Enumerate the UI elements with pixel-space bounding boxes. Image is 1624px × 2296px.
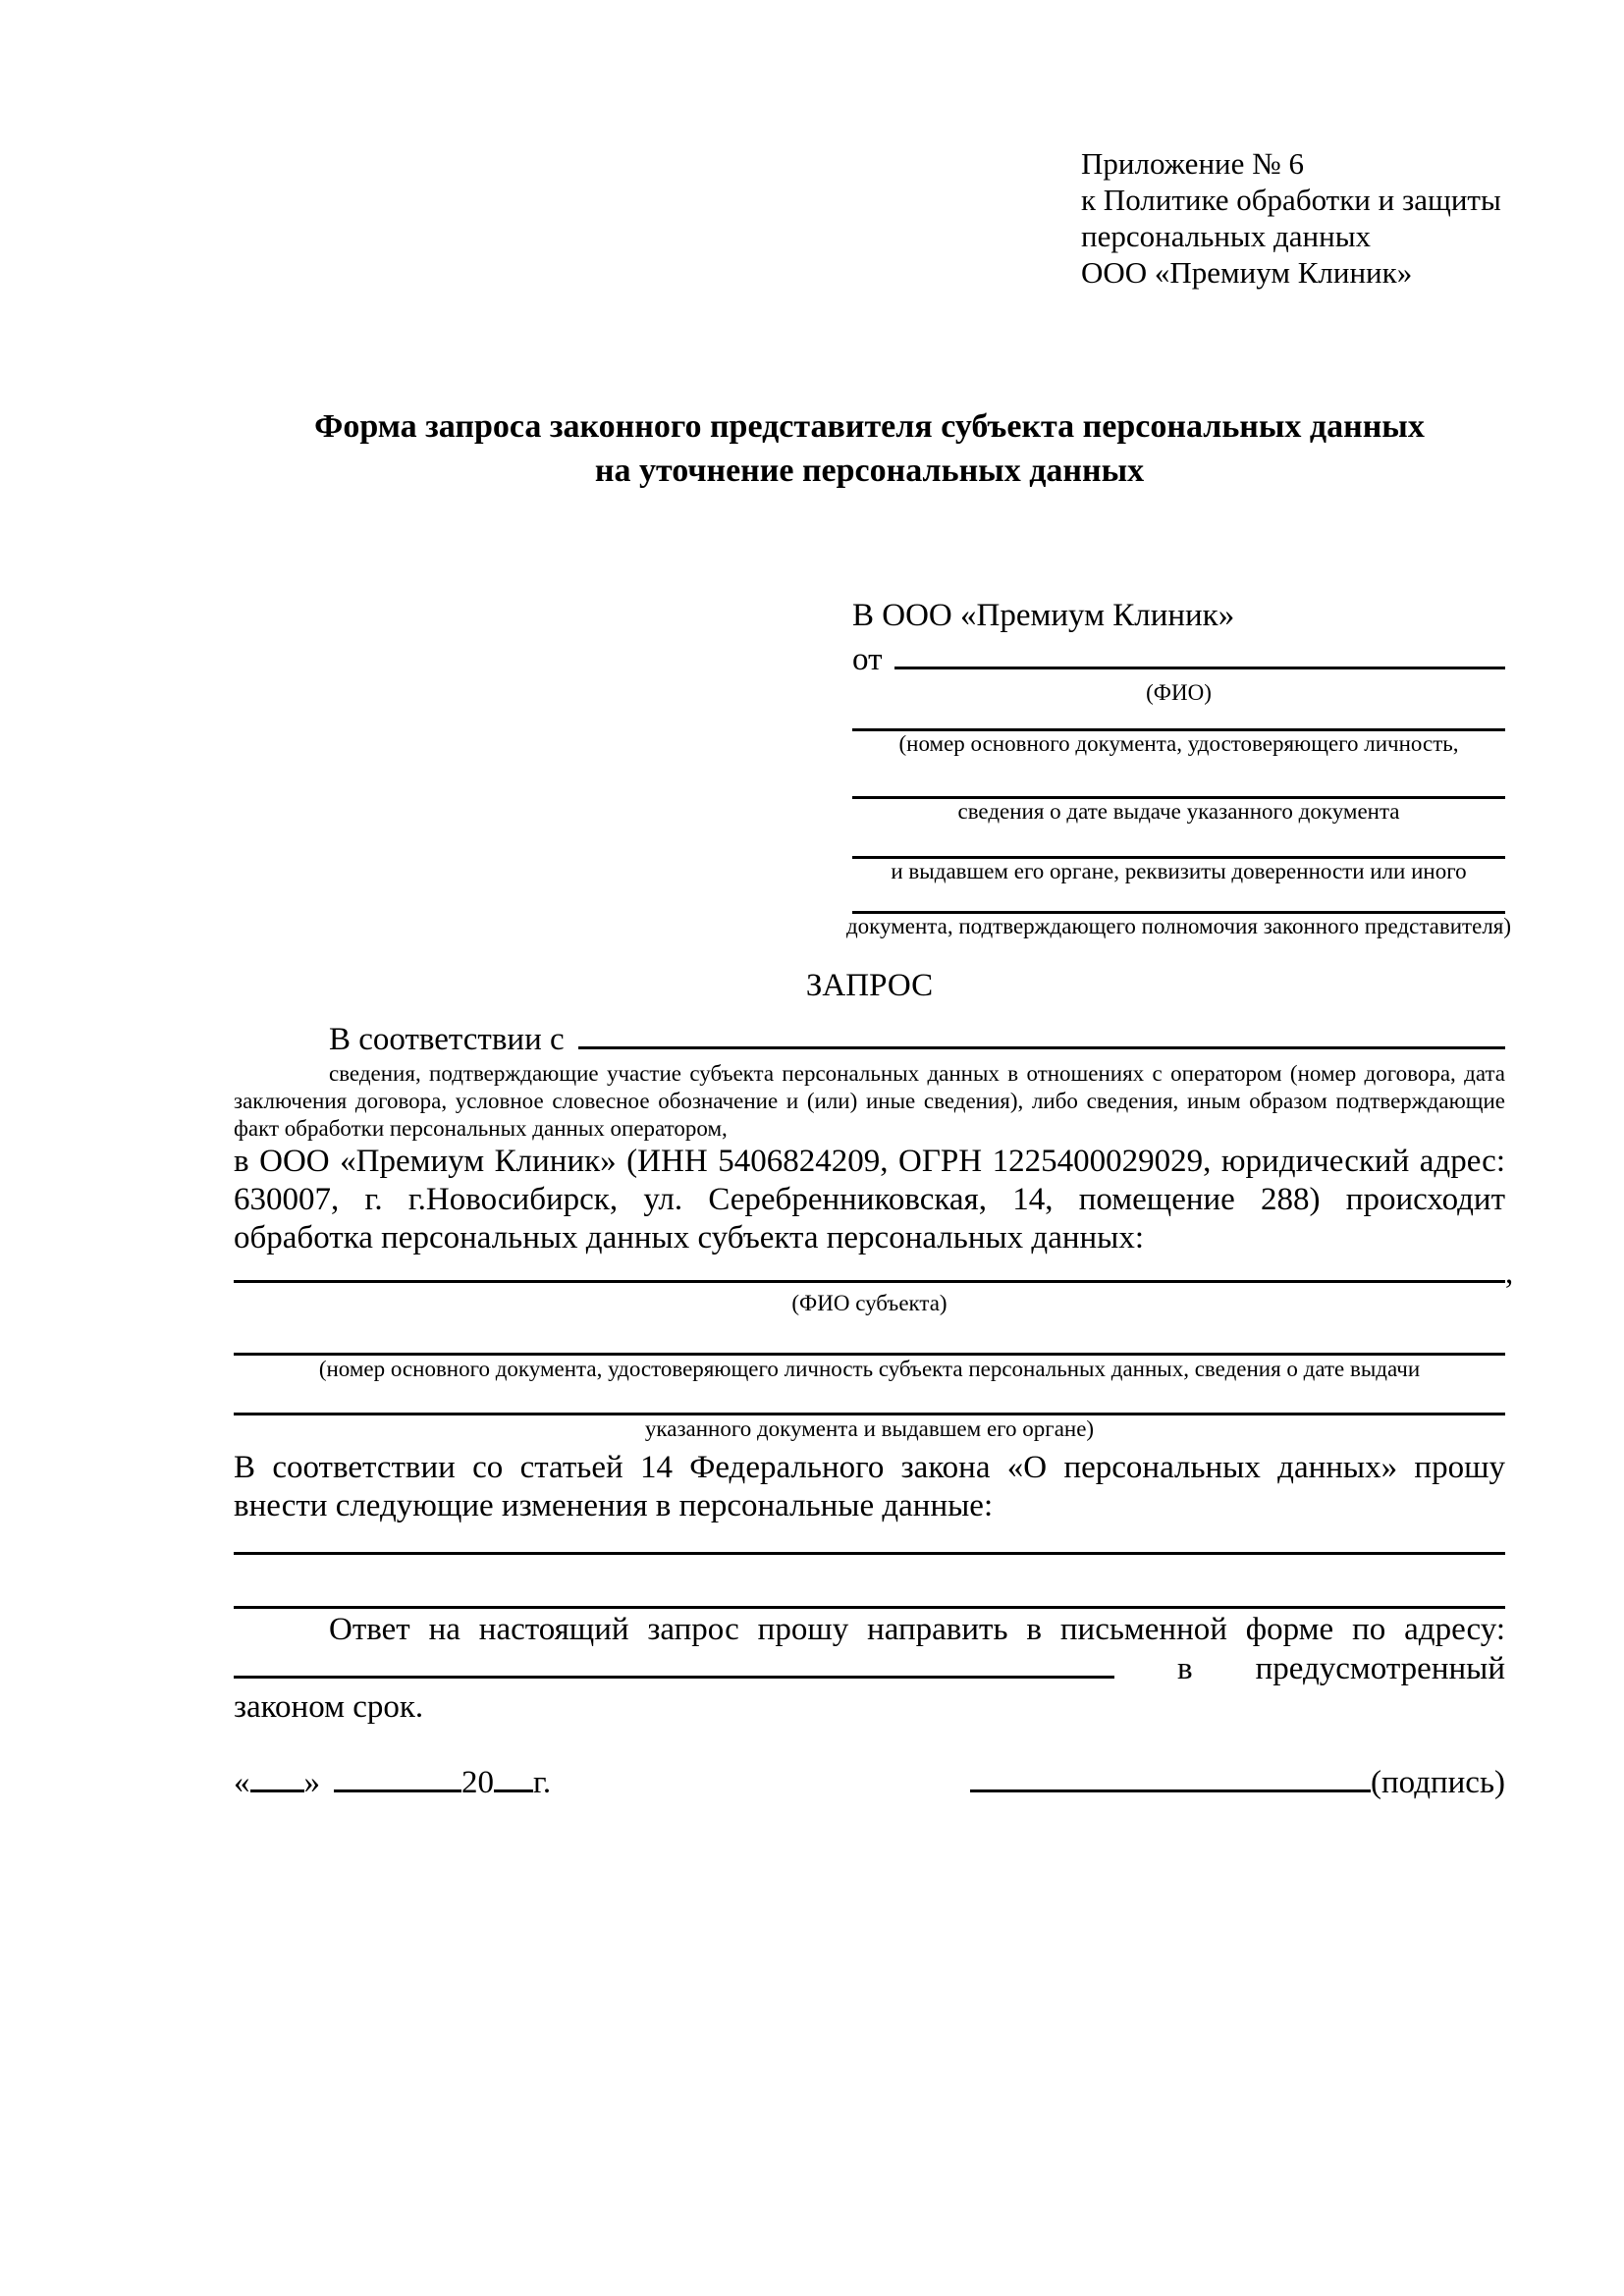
address-blank-line: [234, 1649, 1114, 1679]
appendix-line: ООО «Премиум Клиник»: [1081, 255, 1413, 290]
appendix-line: Приложение № 6: [1081, 146, 1304, 181]
answer-line1: Ответ на настоящий запрос прошу направить в письменной форме по адресу:: [329, 1612, 1505, 1647]
blank-line: [234, 1525, 1505, 1555]
blank-line: [852, 757, 1505, 799]
appendix-line: к Политике обработки и защиты: [1081, 183, 1501, 217]
answer-address-row: [234, 1649, 1505, 1688]
year-suffix: г.: [533, 1765, 552, 1800]
footer-row: [234, 1762, 1505, 1803]
blank-line: [234, 1555, 1505, 1609]
quote-close: »: [303, 1765, 320, 1800]
caption-row: [845, 914, 1512, 939]
operator-paragraph: в ООО «Премиум Клиник» (ИНН 5406824209, ОГРН 1225400029029, юридический адрес: 630007, г. г.Новосибирск, ул. Серебренниковская, 14, помещение 288) происходит обработка персональных данных субъекта персональных данных:: [234, 1144, 1505, 1255]
subject-doc-caption-row: [234, 1356, 1505, 1383]
blank-line: [852, 884, 1505, 914]
subject-fio-row: ,: [234, 1257, 1505, 1290]
signature-group: [970, 1762, 1505, 1803]
blank-line: [234, 1383, 1505, 1415]
blank-caption: сведения о дате выдаче указанного документа: [957, 799, 1400, 824]
day-blank-line: [250, 1763, 304, 1792]
intro-prefix: В соответствии с: [329, 1022, 565, 1057]
answer-word: предусмотренный: [1255, 1651, 1505, 1686]
appendix-line: персональных данных: [1081, 219, 1372, 253]
from-label: от: [852, 642, 883, 677]
quote-open: «: [234, 1765, 250, 1800]
blank-caption: и выдавшем его органе, реквизиты доверенности или иного: [891, 859, 1467, 883]
fio-caption-row: [852, 680, 1505, 706]
answer-line3: законом срок.: [234, 1689, 424, 1725]
subject-doc-caption-row: [234, 1415, 1505, 1443]
intro-caption: сведения, подтверждающие участие субъекта персональных данных в отношениях с оператором (номер договора, дата заключения договора, условное словесное обозначение и (или) иные сведения), либо сведения, иным образом подтверждающие факт обработки персональных данных оператором,: [234, 1061, 1505, 1141]
title-line: на уточнение персональных данных: [594, 453, 1145, 489]
request-heading: ЗАПРОС: [805, 968, 934, 1003]
intro-row: [234, 1016, 1505, 1060]
subject-fio-blank-line: [234, 1257, 1505, 1283]
caption-row: [852, 799, 1505, 825]
date-group: [234, 1762, 551, 1803]
fio-caption: (ФИО): [1146, 680, 1212, 705]
addressee-to: В ООО «Премиум Клиник»: [852, 598, 1235, 633]
year-blank-line: [494, 1763, 533, 1792]
signature-caption: (подпись): [1371, 1765, 1505, 1800]
blank-line: [852, 825, 1505, 859]
blank-line: [852, 706, 1505, 731]
title-line: Форма запроса законного представителя субъекта персональных данных: [314, 408, 1425, 445]
addressee-from-row: [852, 636, 1505, 680]
blank-line: [234, 1317, 1505, 1356]
document-title: [234, 404, 1505, 493]
blank-caption: (номер основного документа, удостоверяющего личность,: [898, 731, 1459, 756]
signature-blank-line: [970, 1763, 1371, 1792]
law-paragraph: В соответствии со статьей 14 Федерального закона «О персональных данных» прошу внести следующие изменения в персональные данные:: [234, 1450, 1505, 1523]
caption-row: [852, 731, 1505, 757]
intro-blank-line: [578, 1016, 1505, 1049]
fio-blank-line: [894, 636, 1506, 669]
month-blank-line: [334, 1763, 461, 1792]
addressee-block: [845, 595, 1512, 939]
year-prefix: 20: [461, 1765, 494, 1800]
caption-row: [852, 859, 1505, 884]
appendix-note: [1081, 145, 1507, 291]
subject-doc-caption: указанного документа и выдавшем его органе): [644, 1416, 1095, 1441]
subject-fio-caption: (ФИО субъекта): [791, 1291, 947, 1315]
answer-word: в: [1177, 1651, 1193, 1686]
blank-caption: документа, подтверждающего полномочия законного представителя): [845, 914, 1512, 938]
subject-fio-caption-row: [234, 1290, 1505, 1317]
subject-doc-caption: (номер основного документа, удостоверяющего личность субъекта персональных данных, сведения о дате выдачи: [318, 1357, 1421, 1381]
